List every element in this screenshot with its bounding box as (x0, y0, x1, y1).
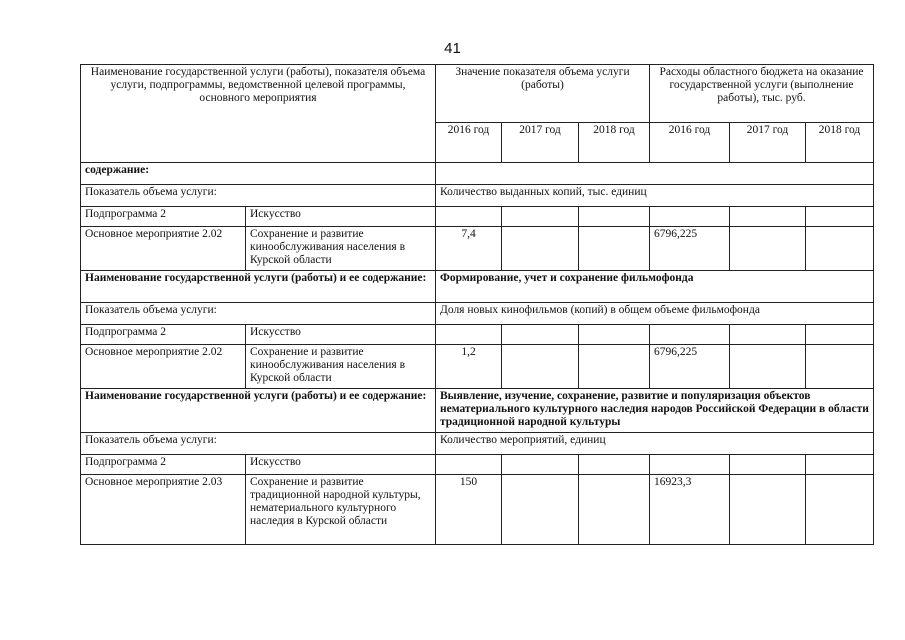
section-title: Наименование государственной услуги (работы) и ее содержание: (81, 389, 436, 433)
measure-name: Сохранение и развитие кинообслуживания населения в Курской области (246, 345, 436, 389)
section-title: содержание: (81, 163, 436, 185)
header-year: 2017 год (730, 123, 806, 163)
header-year: 2017 год (502, 123, 579, 163)
subprogram-name: Искусство (246, 455, 436, 475)
section-title: Наименование государственной услуги (работы) и ее содержание: (81, 271, 436, 303)
subprogram-name: Искусство (246, 207, 436, 227)
indicator-label: Показатель объема услуги: (81, 303, 436, 325)
value-2016: 1,2 (436, 345, 502, 389)
indicator-label: Показатель объема услуги: (81, 433, 436, 455)
header-year: 2018 год (806, 123, 874, 163)
measure-label: Основное мероприятие 2.03 (81, 475, 246, 545)
measure-label: Основное мероприятие 2.02 (81, 345, 246, 389)
measure-name: Сохранение и развитие кинообслуживания населения в Курской области (246, 227, 436, 271)
subprogram-label: Подпрограмма 2 (81, 455, 246, 475)
expense-2016: 6796,225 (650, 345, 730, 389)
service-name: Выявление, изучение, сохранение, развитие и популяризация объектов нематериального культурного наследия народов Российской Федерации в области традиционной народной культуры (436, 389, 874, 433)
expense-2016: 16923,3 (650, 475, 730, 545)
service-name: Формирование, учет и сохранение фильмофонда (436, 271, 874, 303)
indicator-value: Доля новых кинофильмов (копий) в общем объеме фильмофонда (436, 303, 874, 325)
page-number: 41 (444, 40, 461, 57)
header-value-column: Значение показателя объема услуги (работы) (436, 65, 650, 123)
subprogram-label: Подпрограмма 2 (81, 207, 246, 227)
header-expense-column: Расходы областного бюджета на оказание государственной услуги (выполнение работы), тыс. руб. (650, 65, 874, 123)
header-year: 2016 год (436, 123, 502, 163)
measure-label: Основное мероприятие 2.02 (81, 227, 246, 271)
expense-2016: 6796,225 (650, 227, 730, 271)
indicator-value: Количество мероприятий, единиц (436, 433, 874, 455)
subprogram-name: Искусство (246, 325, 436, 345)
header-year: 2018 год (579, 123, 650, 163)
indicator-value: Количество выданных копий, тыс. единиц (436, 185, 874, 207)
value-2016: 7,4 (436, 227, 502, 271)
measure-name: Сохранение и развитие традиционной народной культуры, нематериального культурного наследия в Курской области (246, 475, 436, 545)
value-2016: 150 (436, 475, 502, 545)
budget-table (80, 64, 874, 545)
header-year: 2016 год (650, 123, 730, 163)
indicator-label: Показатель объема услуги: (81, 185, 436, 207)
service-name (436, 163, 874, 185)
header-name-column: Наименование государственной услуги (работы), показателя объема услуги, подпрограммы, ведомственной целевой программы, основного мероприятия (81, 65, 436, 163)
subprogram-label: Подпрограмма 2 (81, 325, 246, 345)
